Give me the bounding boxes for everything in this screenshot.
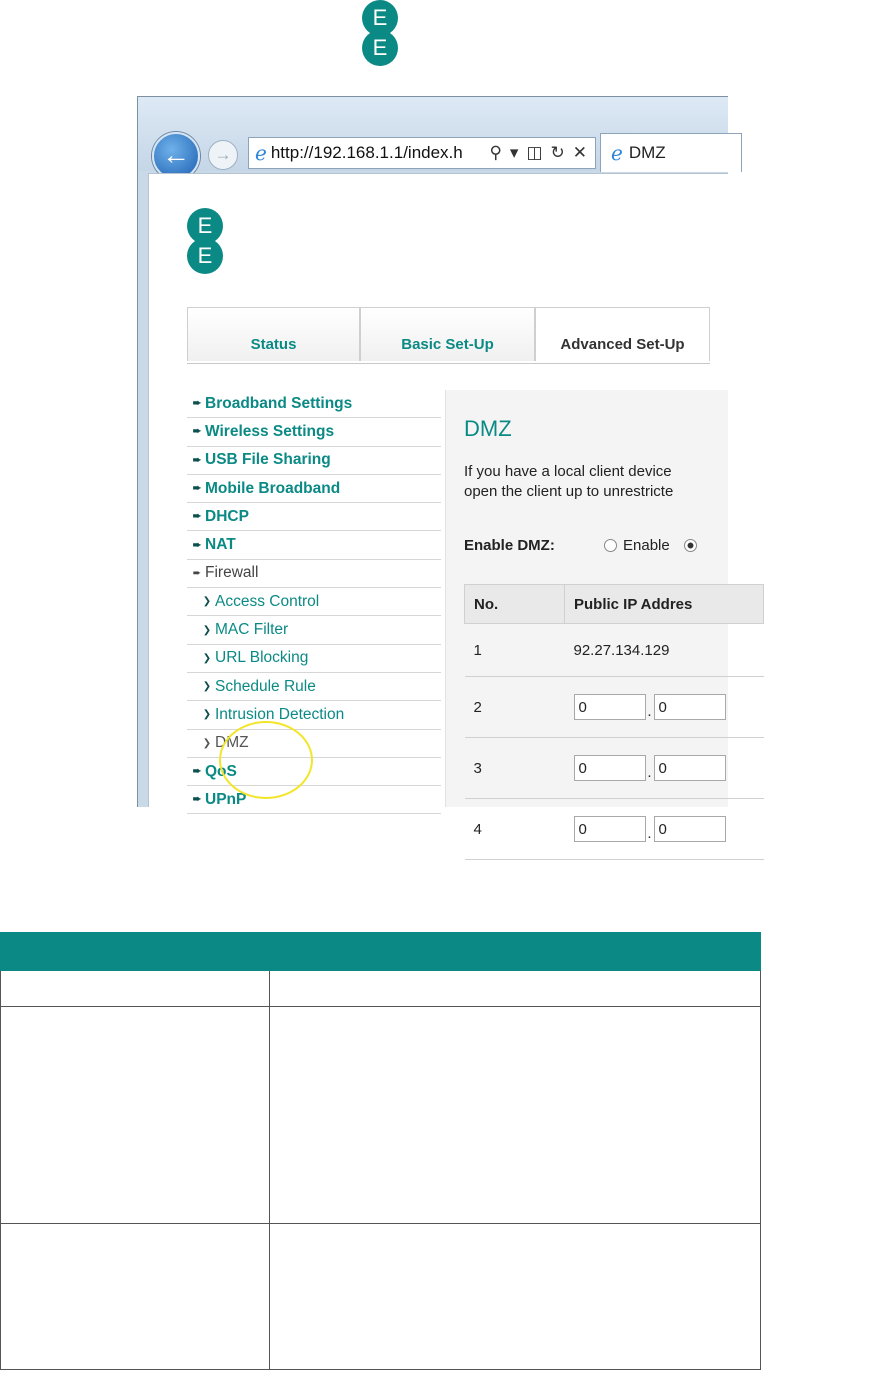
page-viewport (148, 173, 728, 842)
header-cell (1, 933, 270, 971)
side-nav (187, 390, 441, 814)
chevron-right-icon: ❯ (202, 652, 212, 664)
nav-schedule-rule[interactable] (187, 673, 441, 701)
chevron-right-icon: ❯ (202, 596, 212, 608)
table-cell (270, 971, 761, 1007)
nav-label: Firewall (205, 564, 259, 582)
ee-logo-glyph-top: E (362, 0, 398, 36)
col-public-ip: Public IP Addres (565, 585, 764, 624)
nav-label: QoS (205, 762, 237, 780)
enable-radio[interactable] (604, 539, 617, 552)
description-table-header (1, 933, 761, 971)
ie-icon: ℯ (611, 141, 623, 165)
arrow-icon: ➨ (192, 483, 202, 495)
table-row (465, 677, 764, 738)
nav-firewall[interactable] (187, 560, 441, 588)
browser-window (137, 96, 728, 842)
browser-tab-title: DMZ (628, 143, 666, 162)
public-ip-value: 92.27.134.129 (565, 624, 764, 677)
chevron-right-icon: ❯ (202, 681, 212, 693)
table-row (465, 799, 764, 860)
forward-arrow-icon[interactable]: → (208, 140, 238, 170)
ip-fields: 0 . 0 (565, 738, 764, 799)
browser-tab[interactable] (600, 133, 742, 172)
refresh-icon[interactable]: ↻ (550, 143, 565, 163)
description-table (0, 932, 761, 1370)
table-cell (270, 1007, 761, 1224)
tab-status[interactable]: Status (187, 307, 360, 361)
nav-upnp[interactable] (187, 786, 441, 814)
address-bar[interactable] (248, 137, 596, 169)
dmz-table (464, 584, 764, 860)
chevron-right-icon: ❯ (202, 737, 212, 749)
table-cell (270, 1224, 761, 1370)
enable-radio-label: Enable (623, 537, 670, 554)
enable-dmz-row (464, 537, 703, 554)
row-number: 3 (465, 738, 565, 799)
nav-dhcp[interactable] (187, 503, 441, 531)
back-arrow-icon[interactable]: ← (152, 132, 200, 180)
page-title: DMZ (464, 416, 512, 441)
ip-octet-input[interactable]: 0 (654, 816, 726, 842)
row-number: 1 (465, 624, 565, 677)
ee-logo (187, 208, 223, 274)
nav-access-control[interactable] (187, 588, 441, 616)
table-row (465, 624, 764, 677)
arrow-icon: ➨ (192, 766, 202, 777)
url-rest: /index.h (403, 143, 463, 162)
table-cell (1, 1224, 270, 1370)
table-row (465, 738, 764, 799)
nav-mobile-broadband[interactable] (187, 475, 441, 503)
nav-broadband-settings[interactable] (187, 390, 441, 418)
highlight-circle (219, 721, 313, 799)
ip-octet-input[interactable]: 0 (654, 755, 726, 781)
chevron-right-icon: ❯ (202, 709, 212, 721)
nav-intrusion-detection[interactable] (187, 701, 441, 729)
arrow-icon: ➨ (192, 794, 202, 806)
ip-fields: 0 . 0 (565, 677, 764, 738)
url-prefix: http:// (270, 143, 314, 162)
dropdown-icon[interactable]: ▾ (509, 143, 519, 163)
nav-label: URL Blocking (215, 649, 309, 667)
ee-logo-glyph-bottom: E (187, 238, 223, 274)
nav-wireless-settings[interactable] (187, 418, 441, 446)
ee-logo (362, 0, 398, 66)
table-cell (1, 971, 270, 1007)
row-number: 2 (465, 677, 565, 738)
header-cell (270, 933, 761, 971)
table-cell (1, 1007, 270, 1224)
nav-nat[interactable] (187, 531, 441, 559)
nav-label: Wireless Settings (205, 422, 335, 440)
tab-advanced-setup[interactable]: Advanced Set-Up (535, 307, 710, 361)
nav-label: USB File Sharing (205, 451, 331, 469)
main-tabs (187, 307, 710, 364)
nav-label: DMZ (215, 734, 249, 752)
nav-label: MAC Filter (215, 621, 289, 639)
col-no: No. (465, 585, 565, 624)
search-icon[interactable]: ⚲ (489, 143, 502, 163)
ee-logo-glyph-top: E (187, 208, 223, 244)
tab-basic-setup[interactable]: Basic Set-Up (360, 307, 535, 361)
desc-line-2: open the client up to unrestricte (464, 483, 674, 500)
arrow-icon: ➨ (192, 398, 202, 410)
ip-octet-input[interactable]: 0 (574, 755, 646, 781)
nav-usb-file-sharing[interactable] (187, 447, 441, 475)
nav-label: Mobile Broadband (205, 479, 341, 497)
ee-logo-glyph-bottom: E (362, 30, 398, 66)
table-row (1, 971, 761, 1007)
nav-label: Schedule Rule (215, 677, 316, 695)
ip-fields: 0 . 0 (565, 799, 764, 860)
arrow-icon: ➨ (192, 454, 202, 466)
arrow-icon: ➨ (192, 539, 202, 551)
nav-label: NAT (205, 536, 236, 554)
disable-radio[interactable] (684, 539, 697, 552)
page-description (464, 462, 884, 502)
table-row (1, 1224, 761, 1370)
enable-dmz-label: Enable DMZ: (464, 537, 555, 554)
nav-label: DHCP (205, 507, 249, 525)
chevron-right-icon: ❯ (202, 624, 212, 636)
arrow-icon: ➨ (192, 426, 202, 438)
nav-mac-filter[interactable] (187, 616, 441, 644)
nav-label: Intrusion Detection (215, 705, 345, 723)
nav-label: Access Control (215, 592, 320, 610)
ip-octet-input[interactable]: 0 (654, 694, 726, 720)
browser-chrome (138, 97, 728, 171)
nav-url-blocking[interactable] (187, 645, 441, 673)
ip-octet-input[interactable]: 0 (574, 694, 646, 720)
url-host: 192.168.1.1 (313, 143, 404, 162)
table-header-row (465, 585, 764, 624)
ip-octet-input[interactable]: 0 (574, 816, 646, 842)
row-number: 4 (465, 799, 565, 860)
desc-line-1: If you have a local client device (464, 463, 672, 480)
content-panel (445, 390, 728, 842)
arrow-icon: ➨ (192, 567, 202, 579)
compat-icon[interactable]: ◫ (526, 143, 543, 163)
ie-icon: ℯ (255, 141, 267, 165)
close-icon[interactable]: ✕ (572, 143, 587, 163)
nav-label: Broadband Settings (205, 394, 353, 412)
arrow-icon: ➨ (192, 511, 202, 523)
nav-label: UPnP (205, 790, 247, 808)
table-row (1, 1007, 761, 1224)
